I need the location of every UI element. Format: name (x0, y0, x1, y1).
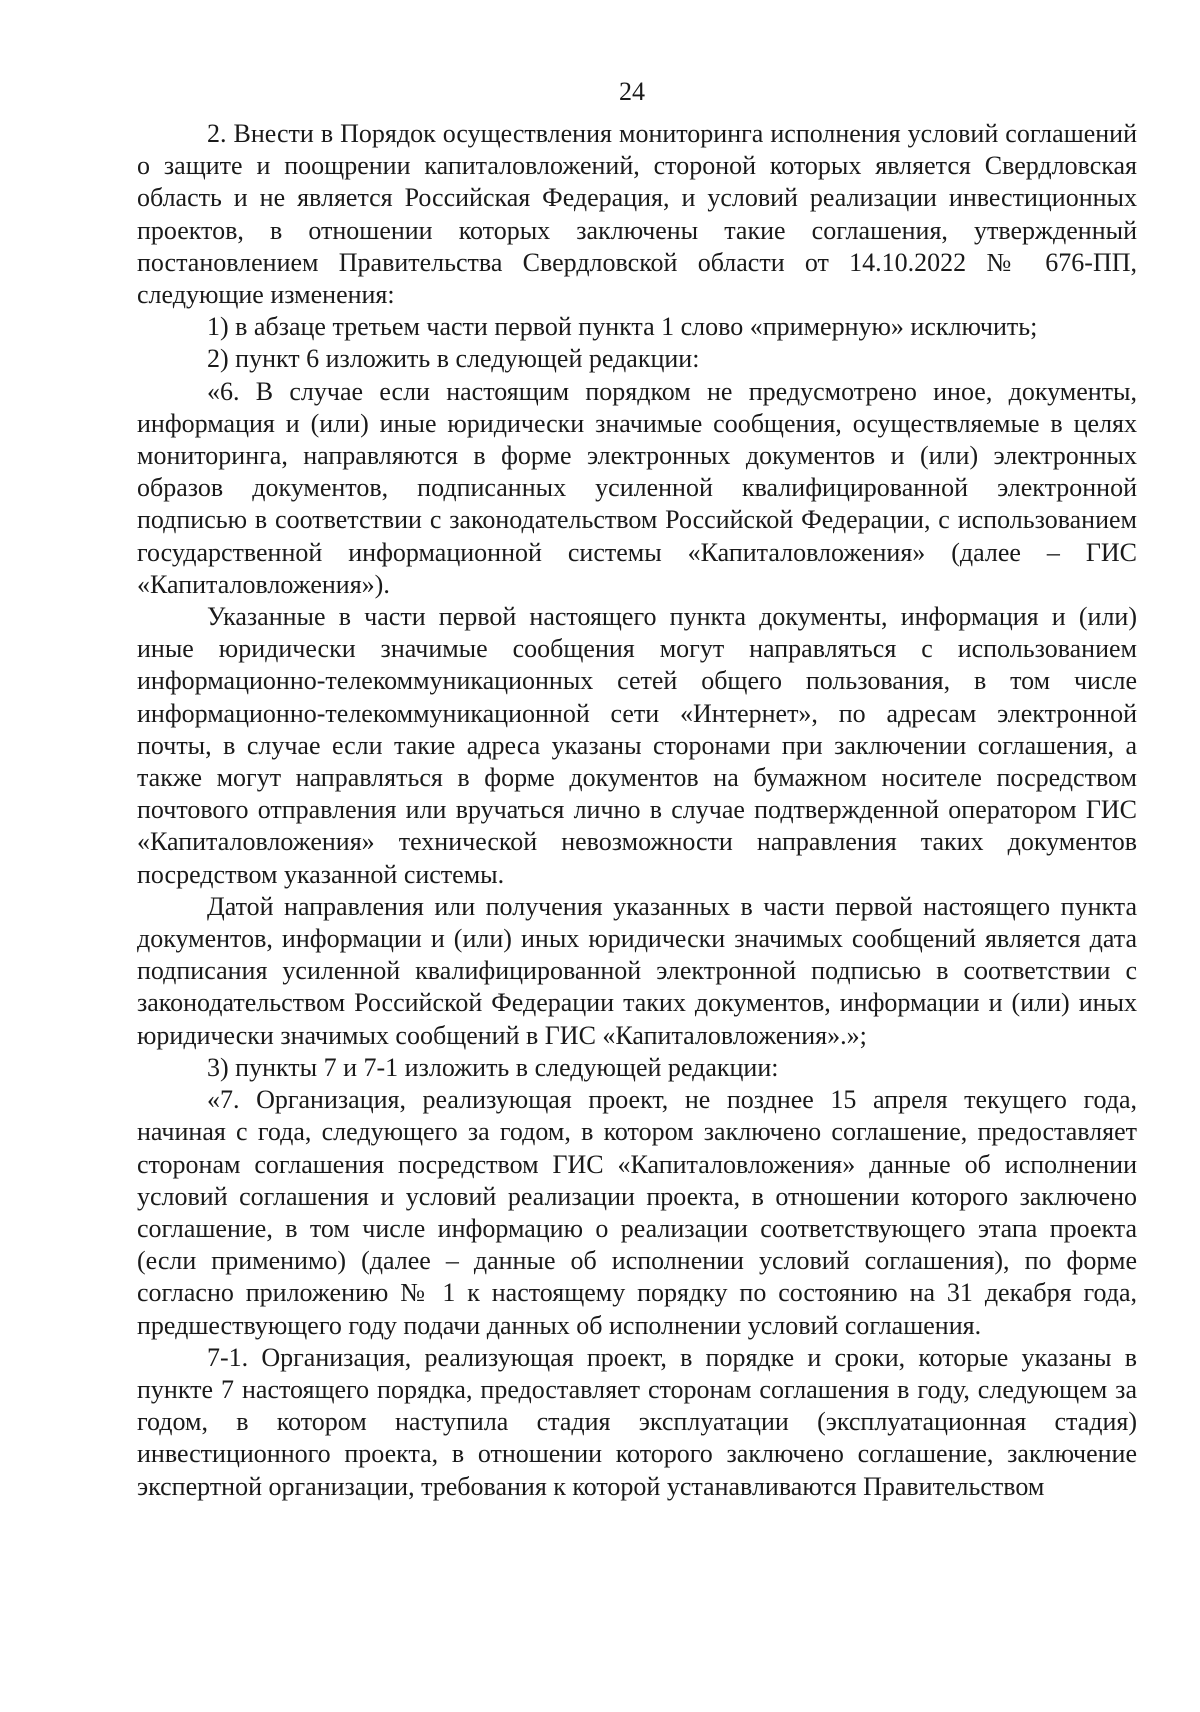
subitem-1: 1) в абзаце третьем части первой пункта 1 слово «примерную» исключить; (207, 312, 1038, 342)
document-body (137, 118, 1137, 1503)
quoted-point-6-part-1: «6. В случае если настоящим порядком не предусмотрено иное, документы, информация и (или) иные юридически значимые сообщения, осуществляемые в целях мониторинга, направляются в форме электронных документов и (или) электронных образов документов, подписанных усиленной квалифицированной электронной подписью в соответствии с законодательством Российской Федерации, с использованием государственной информационной системы «Капиталовложения» (далее – ГИС «Капиталовложения»). (137, 376, 1137, 599)
quoted-point-7: «7. Организация, реализующая проект, не позднее 15 апреля текущего года, начиная с года, следующего за годом, в котором заключено соглашение, предоставляет сторонам соглашения посредством ГИС «Капиталовложения» данные об исполнении условий соглашения и условий реализации проекта, в отношении которого заключено соглашение, в том числе информацию о реализации соответствующего этапа проекта (если применимо) (далее – данные об исполнении условий соглашения), по форме согласно приложению № 1 к настоящему порядку по состоянию на 31 декабря года, предшествующего году подачи данных об исполнении условий соглашения. (137, 1085, 1137, 1340)
quoted-point-6-part-2: Указанные в части первой настоящего пункта документы, информация и (или) иные юридически значимые сообщения могут направляться с использованием информационно-телекоммуникационных сетей общего пользования, в том числе информационно-телекоммуникационной сети «Интернет», по адресам электронной почты, в случае если такие адреса указаны сторонами при заключении соглашения, а также могут направляться в форме документов на бумажном носителе посредством почтового отправления или вручаться лично в случае подтвержденной оператором ГИС «Капиталовложения» технической невозможности направления таких документов посредством указанной системы. (137, 602, 1137, 889)
paragraph-item-2: 2. Внести в Порядок осуществления мониторинга исполнения условий соглашений о защите и поощрении капиталовложений, стороной которых является Свердловская область и не является Российская Федерация, и условий реализации инвестиционных проектов, в отношении которых заключены такие соглашения, утвержденный постановлением Правительства Свердловской области от 14.10.2022 № 676-ПП, следующие изменения: (137, 119, 1137, 310)
subitem-3: 3) пункты 7 и 7-1 изложить в следующей редакции: (207, 1052, 779, 1082)
page-number: 24 (619, 77, 645, 106)
quoted-point-7-1: 7-1. Организация, реализующая проект, в порядке и сроки, которые указаны в пункте 7 настоящего порядка, предоставляет сторонам соглашения в году, следующем за годом, в котором наступила стадия эксплуатации (эксплуатационная стадия) инвестиционного проекта, в отношении которого заключено соглашение, заключение экспертной организации, требования к которой устанавливаются Правительством (137, 1342, 1137, 1501)
quoted-point-6-part-3: Датой направления или получения указанных в части первой настоящего пункта документов, информации и (или) иных юридически значимых сообщений является дата подписания усиленной квалифицированной электронной подписью в соответствии с законодательством Российской Федерации таких документов, информации и (или) иных юридически значимых сообщений в ГИС «Капиталовложения».»; (137, 891, 1137, 1050)
subitem-2: 2) пункт 6 изложить в следующей редакции: (207, 344, 700, 374)
